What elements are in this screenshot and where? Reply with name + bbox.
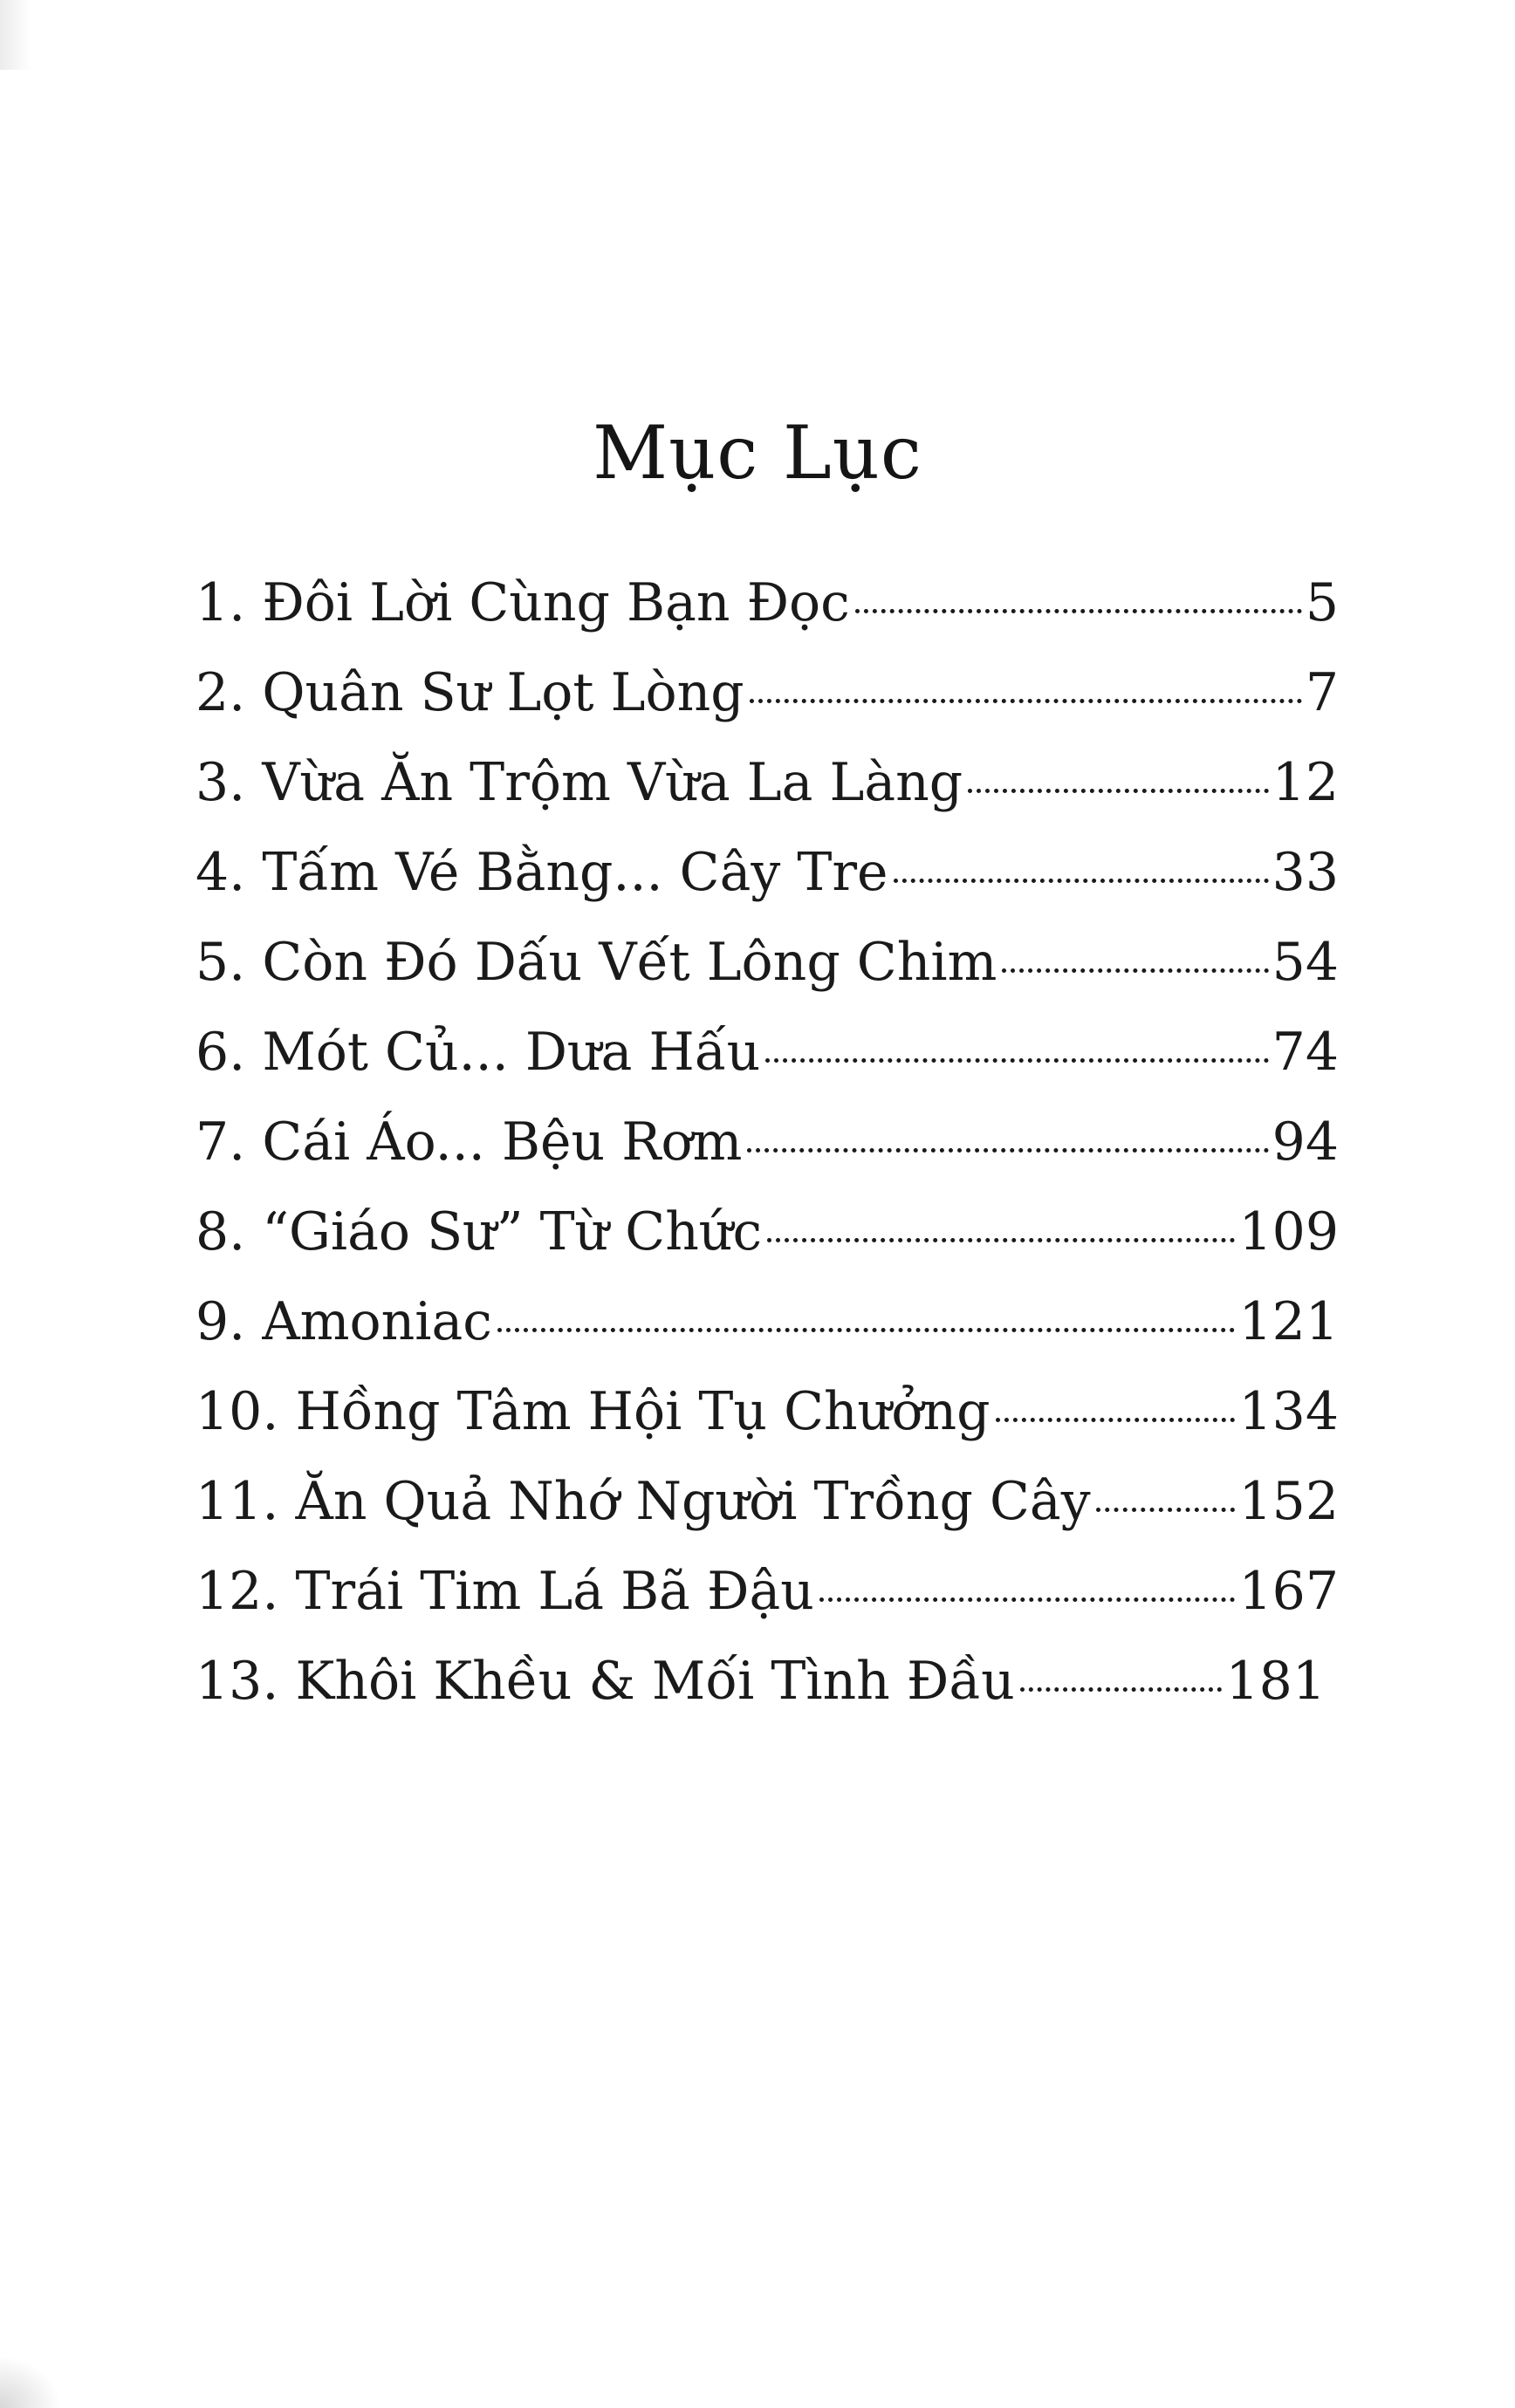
toc-entry-label: 7. Cái Áo... Bệu Rơm (195, 1112, 743, 1173)
toc-entry (195, 1547, 1339, 1637)
toc-entry (195, 558, 1339, 648)
toc-entry (195, 1457, 1339, 1547)
toc-entry (195, 1098, 1339, 1187)
toc-entry-page: 167 (1238, 1561, 1339, 1622)
page-edge-shadow (0, 0, 31, 70)
toc-entry (195, 1187, 1339, 1277)
toc-entry-label: 11. Ăn Quả Nhớ Người Trồng Cây (195, 1471, 1091, 1532)
dot-leader (819, 1597, 1236, 1602)
dot-leader (750, 699, 1302, 703)
toc-entry (195, 1277, 1339, 1367)
toc-entry (195, 828, 1339, 918)
dot-leader (767, 1238, 1235, 1242)
toc-entry-label: 13. Khôi Khều & Mối Tình Đầu (195, 1651, 1015, 1712)
dot-leader (1020, 1687, 1223, 1692)
toc-entry-label: 12. Trái Tim Lá Bã Đậu (195, 1561, 814, 1622)
toc-entry-page: 109 (1238, 1201, 1339, 1262)
toc-entry (195, 1637, 1326, 1727)
page-corner-shadow (0, 2356, 61, 2408)
toc-title: Mục Lục (593, 410, 922, 496)
dot-leader (855, 609, 1302, 613)
toc-entry (195, 648, 1339, 738)
toc-entry (195, 1008, 1339, 1098)
toc-entry-label: 4. Tấm Vé Bằng... Cây Tre (195, 842, 888, 903)
toc-entry (195, 1367, 1339, 1457)
dot-leader (497, 1328, 1236, 1332)
dot-leader (996, 1418, 1236, 1422)
toc-entry-label: 2. Quân Sư Lọt Lòng (195, 662, 744, 723)
toc-entry-page: 74 (1272, 1022, 1339, 1083)
toc-entry-label: 6. Mót Củ... Dưa Hấu (195, 1022, 761, 1083)
toc-entry-label: 10. Hồng Tâm Hội Tụ Chưởng (195, 1381, 991, 1442)
toc-entry-page: 5 (1305, 572, 1339, 633)
toc-entry-page: 134 (1238, 1381, 1339, 1442)
toc-entry-page: 181 (1225, 1651, 1326, 1712)
toc-entry-page: 121 (1238, 1291, 1339, 1352)
dot-leader (1002, 968, 1268, 973)
dot-leader (747, 1148, 1268, 1153)
dot-leader (1096, 1508, 1236, 1512)
toc-entry (195, 918, 1339, 1008)
toc-entry-page: 54 (1272, 932, 1339, 993)
toc-entry-page: 152 (1238, 1471, 1339, 1532)
toc-entry-label: 3. Vừa Ăn Trộm Vừa La Làng (195, 752, 963, 813)
toc-entry-page: 94 (1272, 1112, 1339, 1173)
toc-entry-label: 8. “Giáo Sư” Từ Chức (195, 1201, 763, 1262)
dot-leader (765, 1058, 1268, 1063)
toc-entry-page: 7 (1305, 662, 1339, 723)
dot-leader (894, 879, 1269, 883)
toc-entry (195, 738, 1339, 828)
dot-leader (968, 789, 1269, 793)
toc-entry-page: 12 (1272, 752, 1339, 813)
toc-entry-label: 1. Đôi Lời Cùng Bạn Đọc (195, 572, 850, 633)
toc-entry-label: 9. Amoniac (195, 1291, 492, 1352)
toc-entry-page: 33 (1272, 842, 1339, 903)
table-of-contents (195, 558, 1339, 1727)
toc-entry-label: 5. Còn Đó Dấu Vết Lông Chim (195, 932, 997, 993)
